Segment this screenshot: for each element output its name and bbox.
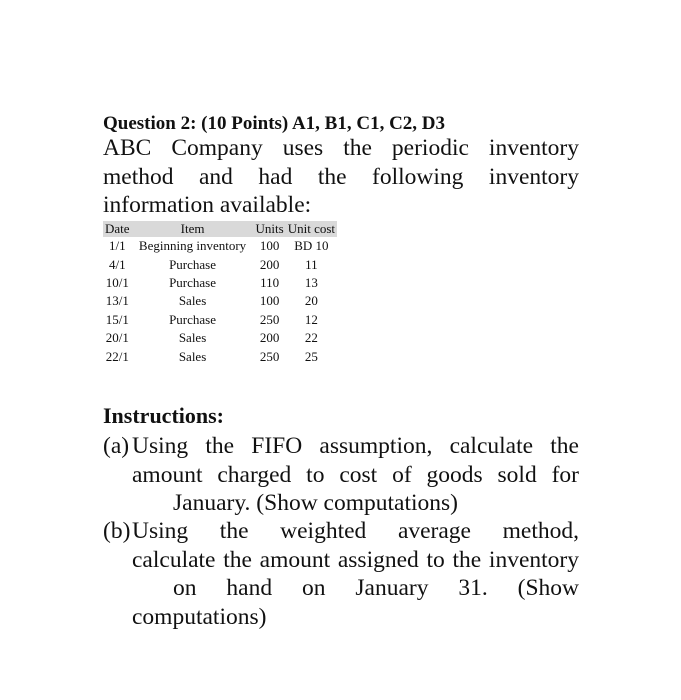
table-row [103, 347, 337, 365]
instruction-label: (a) [103, 433, 130, 459]
table-cell: BD 10 [294, 238, 329, 254]
intro-line: method and had the following inventory [103, 163, 579, 190]
instruction-line: amount charged to cost of goods sold for [132, 461, 579, 488]
instruction-line: calculate the amount assigned to the inventory [132, 546, 579, 573]
instruction-line: Using the weighted average method, [132, 518, 579, 544]
table-row [103, 237, 337, 255]
question-title: Question 2: (10 Points) A1, B1, C1, C2, D3 [103, 113, 446, 134]
header-date: Date [105, 221, 130, 236]
table-row [103, 274, 337, 292]
intro-line: information available: [103, 192, 312, 218]
inventory-table [103, 221, 337, 366]
table-cell: 22/1 [105, 348, 129, 364]
table-row [103, 329, 337, 347]
header-item: Item [132, 221, 254, 237]
table-cell: 13 [304, 274, 318, 290]
table-cell: 250 [259, 348, 280, 364]
table-cell: 15/1 [105, 311, 129, 327]
table-cell: Purchase [169, 256, 217, 272]
table-cell: 100 [259, 238, 280, 254]
instructions-heading: Instructions: [103, 403, 225, 428]
table-cell: 110 [260, 274, 280, 290]
table-cell: 12 [304, 311, 318, 327]
table-cell: 100 [259, 293, 280, 309]
table-header-row [103, 221, 337, 237]
table-row [103, 255, 337, 273]
instruction-line: on hand on January 31. (Show computations) [132, 575, 579, 630]
table-cell: 25 [304, 348, 318, 364]
table-cell: Sales [178, 348, 207, 364]
intro-paragraph [103, 134, 579, 220]
table-cell: Purchase [169, 311, 217, 327]
table-cell: Sales [178, 330, 207, 346]
instruction-label: (b) [103, 518, 131, 544]
table-cell: 200 [259, 256, 280, 272]
table-cell: Purchase [169, 274, 217, 290]
table-cell: 11 [305, 256, 318, 272]
table-cell: Beginning inventory [138, 238, 247, 254]
table-cell: 250 [259, 311, 280, 327]
instruction-a [103, 432, 579, 518]
table-cell: 13/1 [105, 293, 129, 309]
header-unit-cost: Unit cost [287, 221, 336, 236]
instruction-line: January. (Show computations) [173, 490, 458, 516]
instruction-line: Using the FIFO assumption, calculate the [132, 433, 579, 459]
table-cell: 1/1 [108, 238, 126, 254]
table-cell: 4/1 [108, 256, 126, 272]
table-cell: 22 [304, 330, 318, 346]
table-cell: 10/1 [105, 274, 129, 290]
table-cell: 20/1 [105, 330, 129, 346]
table-cell: 20 [304, 293, 318, 309]
table-row [103, 292, 337, 310]
instruction-b [103, 517, 579, 631]
table-cell: 200 [259, 330, 280, 346]
intro-line: ABC Company uses the periodic inventory [103, 135, 579, 161]
table-row [103, 311, 337, 329]
table-cell: Sales [178, 293, 207, 309]
header-units: Units [255, 221, 284, 236]
